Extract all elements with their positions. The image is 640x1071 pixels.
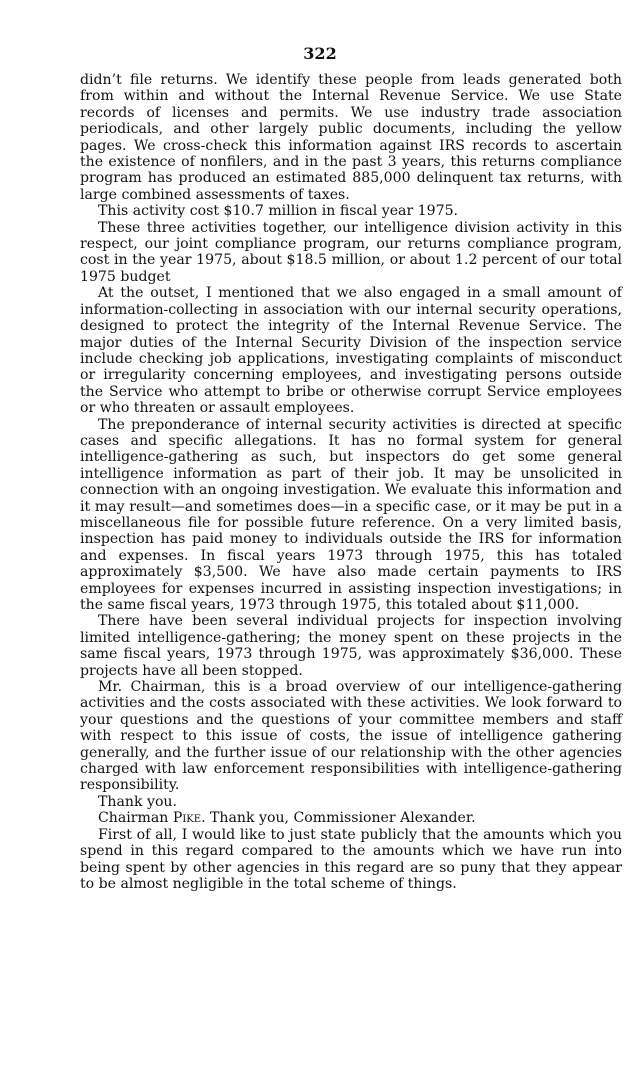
final-paragraph: First of all, I would like to just state publicly that the amounts which you spend in this regard compared to the amounts which we have run into being spent by other agencies in this regard are so puny that they appear to be almost negligible in the total scheme of things. [80, 826, 622, 892]
page-number: 322 [303, 44, 337, 63]
body-text [80, 72, 622, 892]
paragraph-2: This activity cost $10.7 million in fiscal year 1975. [98, 203, 459, 220]
paragraph-5: The preponderance of internal security activities is directed at specific cases and specific allegations. It has no formal system for general intelligence-gathering as such, but inspectors do get some general intelligence information as part of their job. It may be unsolicited in connection with an ongoing investigation. We evaluate this information and it may result—and sometimes does—in a specific case, or it may be put in a miscellaneous file for possible future reference. On a very limited basis, inspection has paid money to individuals outside the IRS for information and expenses. In fiscal years 1973 through 1975, this has totaled approximately $3,500. We have also made certain payments to IRS employees for expenses incurred in assisting inspection investigations; in the same fiscal years, 1973 through 1975, this totaled about $11,000. [80, 416, 622, 613]
speaker-text: . Thank you, Commissioner Alexander. [201, 810, 476, 827]
speaker-paragraph [80, 810, 622, 826]
paragraph-3: These three activities together, our intelligence division activity in this respect, our joint compliance program, our returns compliance program, cost in the year 1975, about $18.5 million, or about 1.2 percent of our total 1975 budget [80, 219, 622, 285]
paragraph-7: Mr. Chairman, this is a broad overview of our intelligence-gathering activities and the costs associated with these activities. We look forward to your questions and the questions of your committee members and staff with respect to this issue of costs, the issue of intelligence gathering generally, and the further issue of our relationship with the other agencies charged with law enforcement responsibilities with intelligence-gathering responsibility. [80, 679, 622, 794]
paragraph-6: There have been several individual projects for inspection involving limited intelligence-gathering; the money spent on these projects in the same fiscal years, 1973 through 1975, was approximately $36,000. These projects have all been stopped. [80, 613, 622, 679]
paragraph-4: At the outset, I mentioned that we also engaged in a small amount of information-collecting in association with our internal security operations, designed to protect the integrity of the Internal Revenue Service. The major duties of the Internal Security Division of the inspection service include checking job applications, investigating complaints of misconduct or irregularity concerning employees, and investigating persons outside the Service who attempt to bribe or otherwise corrupt Service employees or who threaten or assault employees. [80, 285, 622, 417]
paragraph-8: Thank you. [98, 793, 177, 810]
speaker-title: Chairman [98, 810, 173, 827]
speaker-name: Pike [172, 810, 202, 827]
paragraph-1: didn’t file returns. We identify these people from leads generated both from within and without the Internal Revenue Service. We use State records of licenses and permits. We use industry trade association periodicals, and other largely public documents, including the yellow pages. We cross-check this information against IRS records to ascertain the existence of nonfilers, and in the past 3 years, this returns compliance program has produced an estimated 885,000 delinquent tax returns, with large combined assessments of taxes. [80, 72, 622, 203]
